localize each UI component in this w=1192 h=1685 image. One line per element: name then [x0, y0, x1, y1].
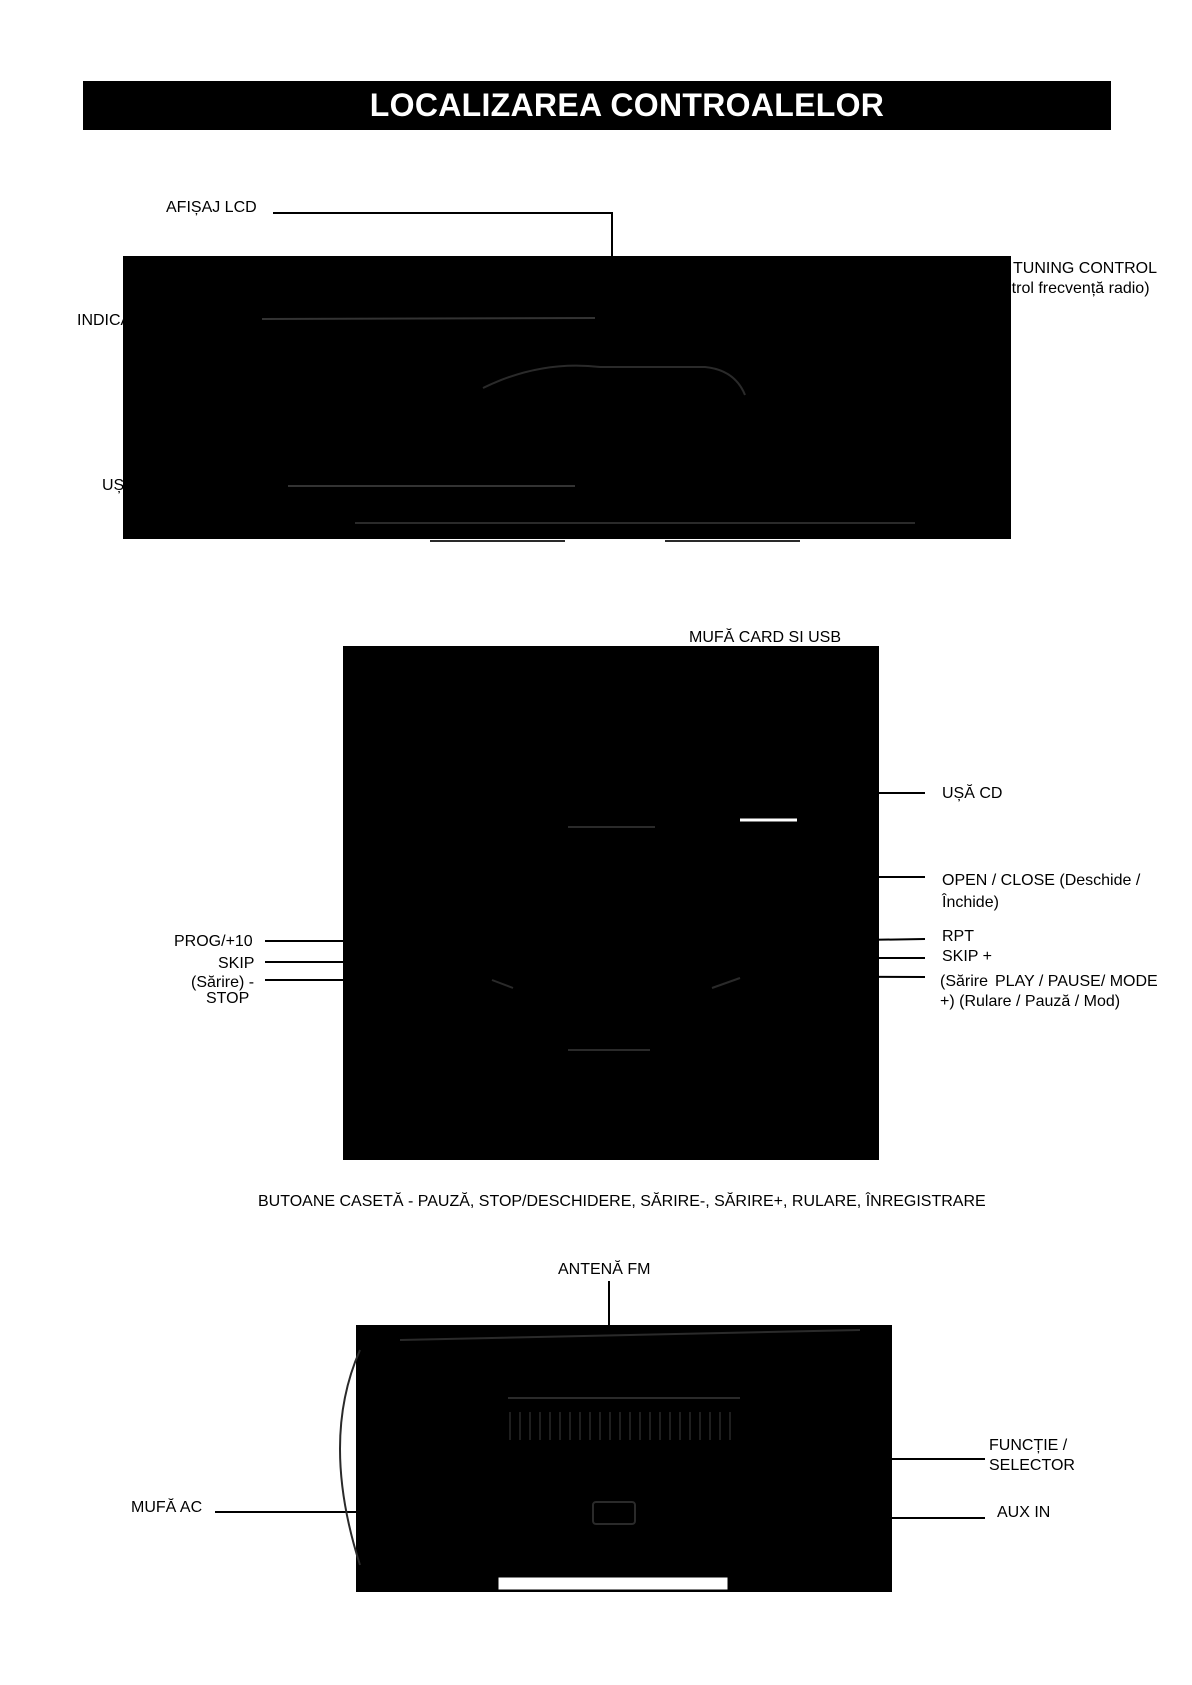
label-aux-in: AUX IN	[997, 1504, 1051, 1521]
label-ac-socket: MUFĂ AC	[131, 1499, 203, 1516]
label-volume: VOLUME (Volum)	[124, 255, 252, 272]
label-prog: PROG/+10	[174, 933, 253, 950]
label-open-close: OPEN / CLOSE (Deschide /	[942, 872, 1141, 889]
label-skip-plus-translation: (Sărire	[940, 973, 989, 990]
label-tuning-control-translation: (Control frecvență radio)	[977, 280, 1150, 297]
label-card-usb-socket: MUFĂ CARD SI USB	[689, 629, 842, 646]
label-skip-plus: SKIP +	[942, 948, 992, 965]
caption-cassette-buttons: BUTOANE CASETĂ - PAUZĂ, STOP/DESCHIDERE, SĂRIRE-, SĂRIRE+, RULARE, ÎNREGISTRARE	[258, 1193, 986, 1210]
label-open-close-line2: Închide)	[942, 894, 999, 911]
label-play-pause-mode-translation: +) (Rulare / Pauză / Mod)	[940, 993, 1121, 1010]
label-play-pause-mode: PLAY / PAUSE/ MODE	[995, 973, 1158, 990]
label-cassette-door: UȘĂ PENTRU CASETĂ	[102, 477, 274, 494]
label-network-indicator: INDICATOR DE REȚEA	[77, 312, 248, 329]
label-function-selector-line2: SELECTOR	[989, 1457, 1075, 1474]
label-stop: STOP	[206, 990, 250, 1007]
label-fm-antenna: ANTENĂ FM	[558, 1261, 651, 1278]
label-cd-door: UȘĂ CD	[942, 785, 1003, 802]
label-rpt: RPT	[942, 928, 974, 945]
label-function-selector: FUNCȚIE /	[989, 1437, 1068, 1454]
label-skip-minus-translation: (Sărire) -	[191, 974, 255, 991]
label-skip-minus: SKIP	[218, 955, 255, 972]
label-tuning-control: TUNING CONTROL	[1013, 260, 1157, 277]
page-title: LOCALIZAREA CONTROALELOR	[369, 87, 885, 123]
label-lcd-display: AFIȘAJ LCD	[166, 199, 257, 216]
